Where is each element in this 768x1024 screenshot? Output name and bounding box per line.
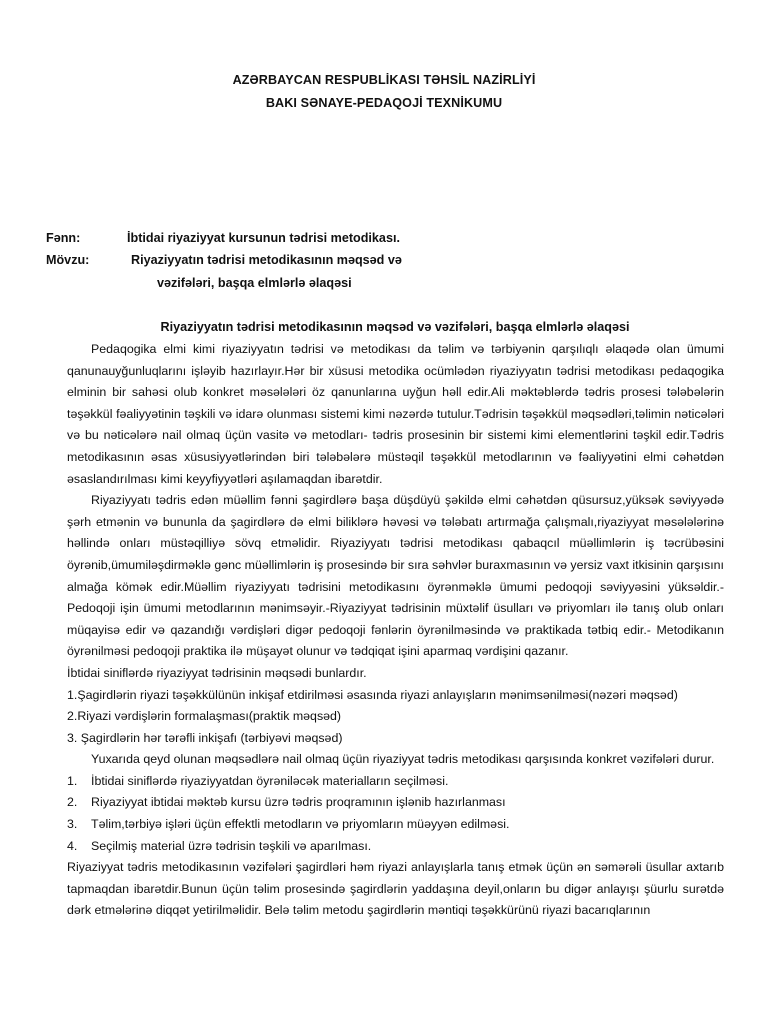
subject-label: Fənn: <box>46 231 81 245</box>
document-body <box>67 339 724 922</box>
task-text: İbtidai siniflərdə riyaziyyatdan öyrəniləcək materialların seçilməsi. <box>91 773 449 788</box>
task-text: Təlim,tərbiyə işləri üçün effektli metodların və priyomların müəyyən edilməsi. <box>91 817 510 832</box>
task-number: 4. <box>67 838 78 853</box>
goal-item: 1.Şagirdlərin riyazi təşəkkülünün inkişaf etdirilməsi əsasında riyazi anlayışların mənimsənilməsi(nəzəri məqsəd) <box>67 687 678 702</box>
tasks-intro: Yuxarıda qeyd olunan məqsədlərə nail olmaq üçün riyaziyyat tədris metodikası qarşısında konkret vəzifələri durur. <box>91 752 715 767</box>
document-title: Riyaziyyatın tədrisi metodikasının məqsəd və vəzifələri, başqa elmlərlə əlaqəsi <box>160 320 630 334</box>
goal-item: 2.Riyazi vərdişlərin formalaşması(praktik məqsəd) <box>67 709 342 724</box>
subject-value: İbtidai riyaziyyat kursunun tədrisi metodikası. <box>127 231 400 245</box>
topic-value-line2: vəzifələri, başqa elmlərlə əlaqəsi <box>157 276 352 290</box>
topic-label: Mövzu: <box>46 253 90 267</box>
task-item <box>67 836 724 858</box>
goal-item: 3. Şagirdlərin hər tərəfli inkişafı (tərbiyəvi məqsəd) <box>67 730 343 745</box>
goals-intro: İbtidai siniflərdə riyaziyyat tədrisinin məqsədi bunlardır. <box>67 665 367 680</box>
task-number: 1. <box>67 773 78 788</box>
task-number: 3. <box>67 817 78 832</box>
task-item <box>67 792 724 814</box>
paragraph-1: Pedaqogika elmi kimi riyaziyyatın tədrisi və metodikası da təlim və tərbiyənin qarşılıqlı əlaqədə olan ümumi qanunauyğunluqlarını işləyib hazırlayır.Hər bir xüsusi metodika ocümlədən riyaziyyatın tədrisi metodikası pedaqogika elminin bir sahəsi olub konkret məsələləri öz qanunlarına uyğun həll edir.Ali məktəblərdə tədris prosesi tələbələrin təşəkkül fəaliyyətinin təşkili və idarə olunması sistemi kimi nəzərdə tutulur.Tədrisin təşəkkül məqsədləri,təlimin nəticələri və bu nəticələrə nail olmaq üçün vasitə və metodları- tədris prosesinin bir sistemi kimi elementlərini təşkil edir.Tədris metodikasının əsas xüsusiyyətlərindən biri tələbələrə müstəqil təşəkkül metodlarının və fəaliyyətini elmi cəhətdən əsaslandırılması kimi keyyfiyyətləri aşılamaqdan ibarətdir. <box>67 342 724 486</box>
task-item <box>67 771 724 793</box>
task-number: 2. <box>67 795 78 810</box>
institution-heading: BAKI SƏNAYE-PEDAQOJİ TEXNİKUMU <box>265 96 503 110</box>
ministry-heading: AZƏRBAYCAN RESPUBLİKASI TƏHSİL NAZİRLİYİ <box>232 73 536 87</box>
topic-value-line1: Riyaziyyatın tədrisi metodikasının məqsəd və <box>131 253 402 267</box>
paragraph-3: Riyaziyyat tədris metodikasının vəzifələri şagirdləri həm riyazi anlayışlarla tanış etmək üçün ən səmərəli üsullar axtarıb tapmaqdan ibarətdir.Bunun üçün təlim prosesində şagirdlərin yaddaşına deyil,onların bu digər anlayışı şüurlu surətdə dərk etmələrinə diqqət yetirilməlidir. Belə təlim metodu şagirdlərin məntiqi təşəkkürünü riyazi bacarıqlarının <box>67 860 724 918</box>
task-text: Seçilmiş material üzrə tədrisin təşkili və aparılması. <box>91 838 372 853</box>
task-text: Riyaziyyat ibtidai məktəb kursu üzrə tədris proqramının işlənib hazırlanması <box>91 795 506 810</box>
task-item <box>67 814 724 836</box>
paragraph-2: Riyaziyyatı tədris edən müəllim fənni şagirdlərə başa düşdüyü şəkildə elmi cəhətdən qüsursuz,yüksək səviyyədə şərh etmənin və bununla da şagirdlərə də elmi biliklərə həvəsi və tələbatı artırmağa çalışmalı,riyaziyyat məsələlərinə həllində onları müstəqilliyə sövq etməlidir. Riyaziyyatı tədrisi metodikası qabaqcıl müəllimlərin iş təcrübəsini öyrənib,ümumiləşdirməklə gənc müəllimlərin iş prosesində bir sıra səhvlər buraxmasının və yersiz vaxt itkisinin qarşısını almağa kömək edir.Müəllim riyaziyyatı tədrisini metodikasını öyrənməklə ümumi pedoqoji səviyyəsini yüksəldir.-Pedoqoji işin ümumi metodlarının mənimsəyir.-Riyaziyyat tədrisinin müxtəlif üsulları və priyomları ilə tanış olub onları müqayisə edir və qazandığı vərdişləri digər pedoqoji fənlərin öyrənilməsində və praktikada tətbiq edir.- Metodikanın öyrənilməsi pedoqoji praktika ilə müşayət olunur və tədqiqat işini aparmaq vərdişini qazanır. <box>67 493 724 659</box>
